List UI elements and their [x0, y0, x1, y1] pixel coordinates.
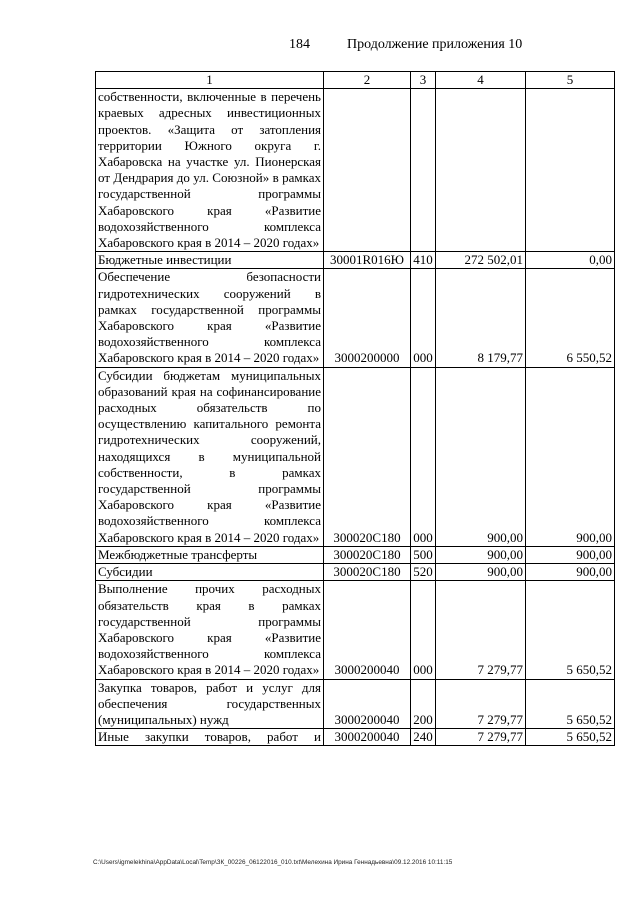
row-expense-type: [411, 89, 436, 252]
row-expense-type: 000: [411, 367, 436, 546]
row-name: Субсидии бюджетам муниципальных образований края на софинансирование расходных обязательств по осуществлению капитального ремонта гидротехнических сооружений, находящихся в муниципальной собственности, в рамках государственной программы Хабаровского края «Развитие водохозяйственного комплекса Хабаровского края в 2014 – 2020 годах»: [96, 367, 324, 546]
table-row: [96, 679, 615, 729]
row-name: собственности, включенные в перечень краевых адресных инвестиционных проектов. «Защита от затопления территории Южного округа г. Хабаровска на участке ул. Пионерская от Дендрария до ул. Союзной» в рамках государственной программы Хабаровского края «Развитие водохозяйственного комплекса Хабаровского края в 2014 – 2020 годах»: [96, 89, 324, 252]
row-name: Межбюджетные трансферты: [96, 546, 324, 563]
row-sum-1: [436, 89, 526, 252]
row-name: Выполнение прочих расходных обязательств края в рамках государственной программы Хабаровского края «Развитие водохозяйственного комплекса Хабаровского края в 2014 – 2020 годах»: [96, 581, 324, 679]
row-sum-1: 7 279,77: [436, 729, 526, 746]
row-code: [324, 89, 411, 252]
column-header-1: 1: [96, 72, 324, 89]
row-sum-1: 272 502,01: [436, 252, 526, 269]
row-sum-2: 900,00: [526, 367, 615, 546]
row-expense-type: 000: [411, 269, 436, 367]
row-sum-1: 900,00: [436, 546, 526, 563]
row-sum-1: 7 279,77: [436, 679, 526, 729]
row-code: 300020С180: [324, 564, 411, 581]
table-row: [96, 564, 615, 581]
table-row: [96, 269, 615, 367]
row-code: 3000200000: [324, 269, 411, 367]
row-name: Закупка товаров, работ и услуг для обеспечения государственных (муниципальных) нужд: [96, 679, 324, 729]
table-row: [96, 581, 615, 679]
page-number: 184: [289, 37, 310, 52]
row-expense-type: 200: [411, 679, 436, 729]
row-sum-2: 5 650,52: [526, 581, 615, 679]
row-sum-1: 8 179,77: [436, 269, 526, 367]
row-sum-2: 900,00: [526, 546, 615, 563]
row-sum-2: 5 650,52: [526, 729, 615, 746]
row-name: Обеспечение безопасности гидротехнических сооружений в рамках государственной программы Хабаровского края «Развитие водохозяйственного комплекса Хабаровского края в 2014 – 2020 годах»: [96, 269, 324, 367]
row-sum-1: 900,00: [436, 564, 526, 581]
row-sum-1: 7 279,77: [436, 581, 526, 679]
table-row: [96, 252, 615, 269]
row-name: Иные закупки товаров, работ и: [96, 729, 324, 746]
column-header-2: 2: [324, 72, 411, 89]
table-row: [96, 89, 615, 252]
table-row: [96, 546, 615, 563]
column-header-5: 5: [526, 72, 615, 89]
page-header: [0, 37, 640, 57]
budget-table: [95, 71, 615, 746]
row-expense-type: 500: [411, 546, 436, 563]
table-header-row: [96, 72, 615, 89]
file-path-footer: C:\Users\igmelekhina\AppData\Local\Temp\ЗК_00226_06122016_010.txt\Мелехина Ирина Геннадьевна\09.12.2016 10:11:15: [93, 859, 453, 866]
column-header-4: 4: [436, 72, 526, 89]
row-name: Бюджетные инвестиции: [96, 252, 324, 269]
row-name: Субсидии: [96, 564, 324, 581]
table-row: [96, 729, 615, 746]
row-sum-2: 900,00: [526, 564, 615, 581]
row-expense-type: 520: [411, 564, 436, 581]
column-header-3: 3: [411, 72, 436, 89]
row-code: 3000200040: [324, 581, 411, 679]
continuation-title: Продолжение приложения 10: [347, 37, 523, 52]
row-sum-2: 5 650,52: [526, 679, 615, 729]
row-code: 30001R016Ю: [324, 252, 411, 269]
row-sum-2: 6 550,52: [526, 269, 615, 367]
row-code: 3000200040: [324, 729, 411, 746]
row-code: 300020С180: [324, 546, 411, 563]
row-expense-type: 410: [411, 252, 436, 269]
row-expense-type: 240: [411, 729, 436, 746]
row-sum-2: 0,00: [526, 252, 615, 269]
row-code: 300020С180: [324, 367, 411, 546]
row-code: 3000200040: [324, 679, 411, 729]
row-sum-1: 900,00: [436, 367, 526, 546]
table-row: [96, 367, 615, 546]
row-expense-type: 000: [411, 581, 436, 679]
row-sum-2: [526, 89, 615, 252]
